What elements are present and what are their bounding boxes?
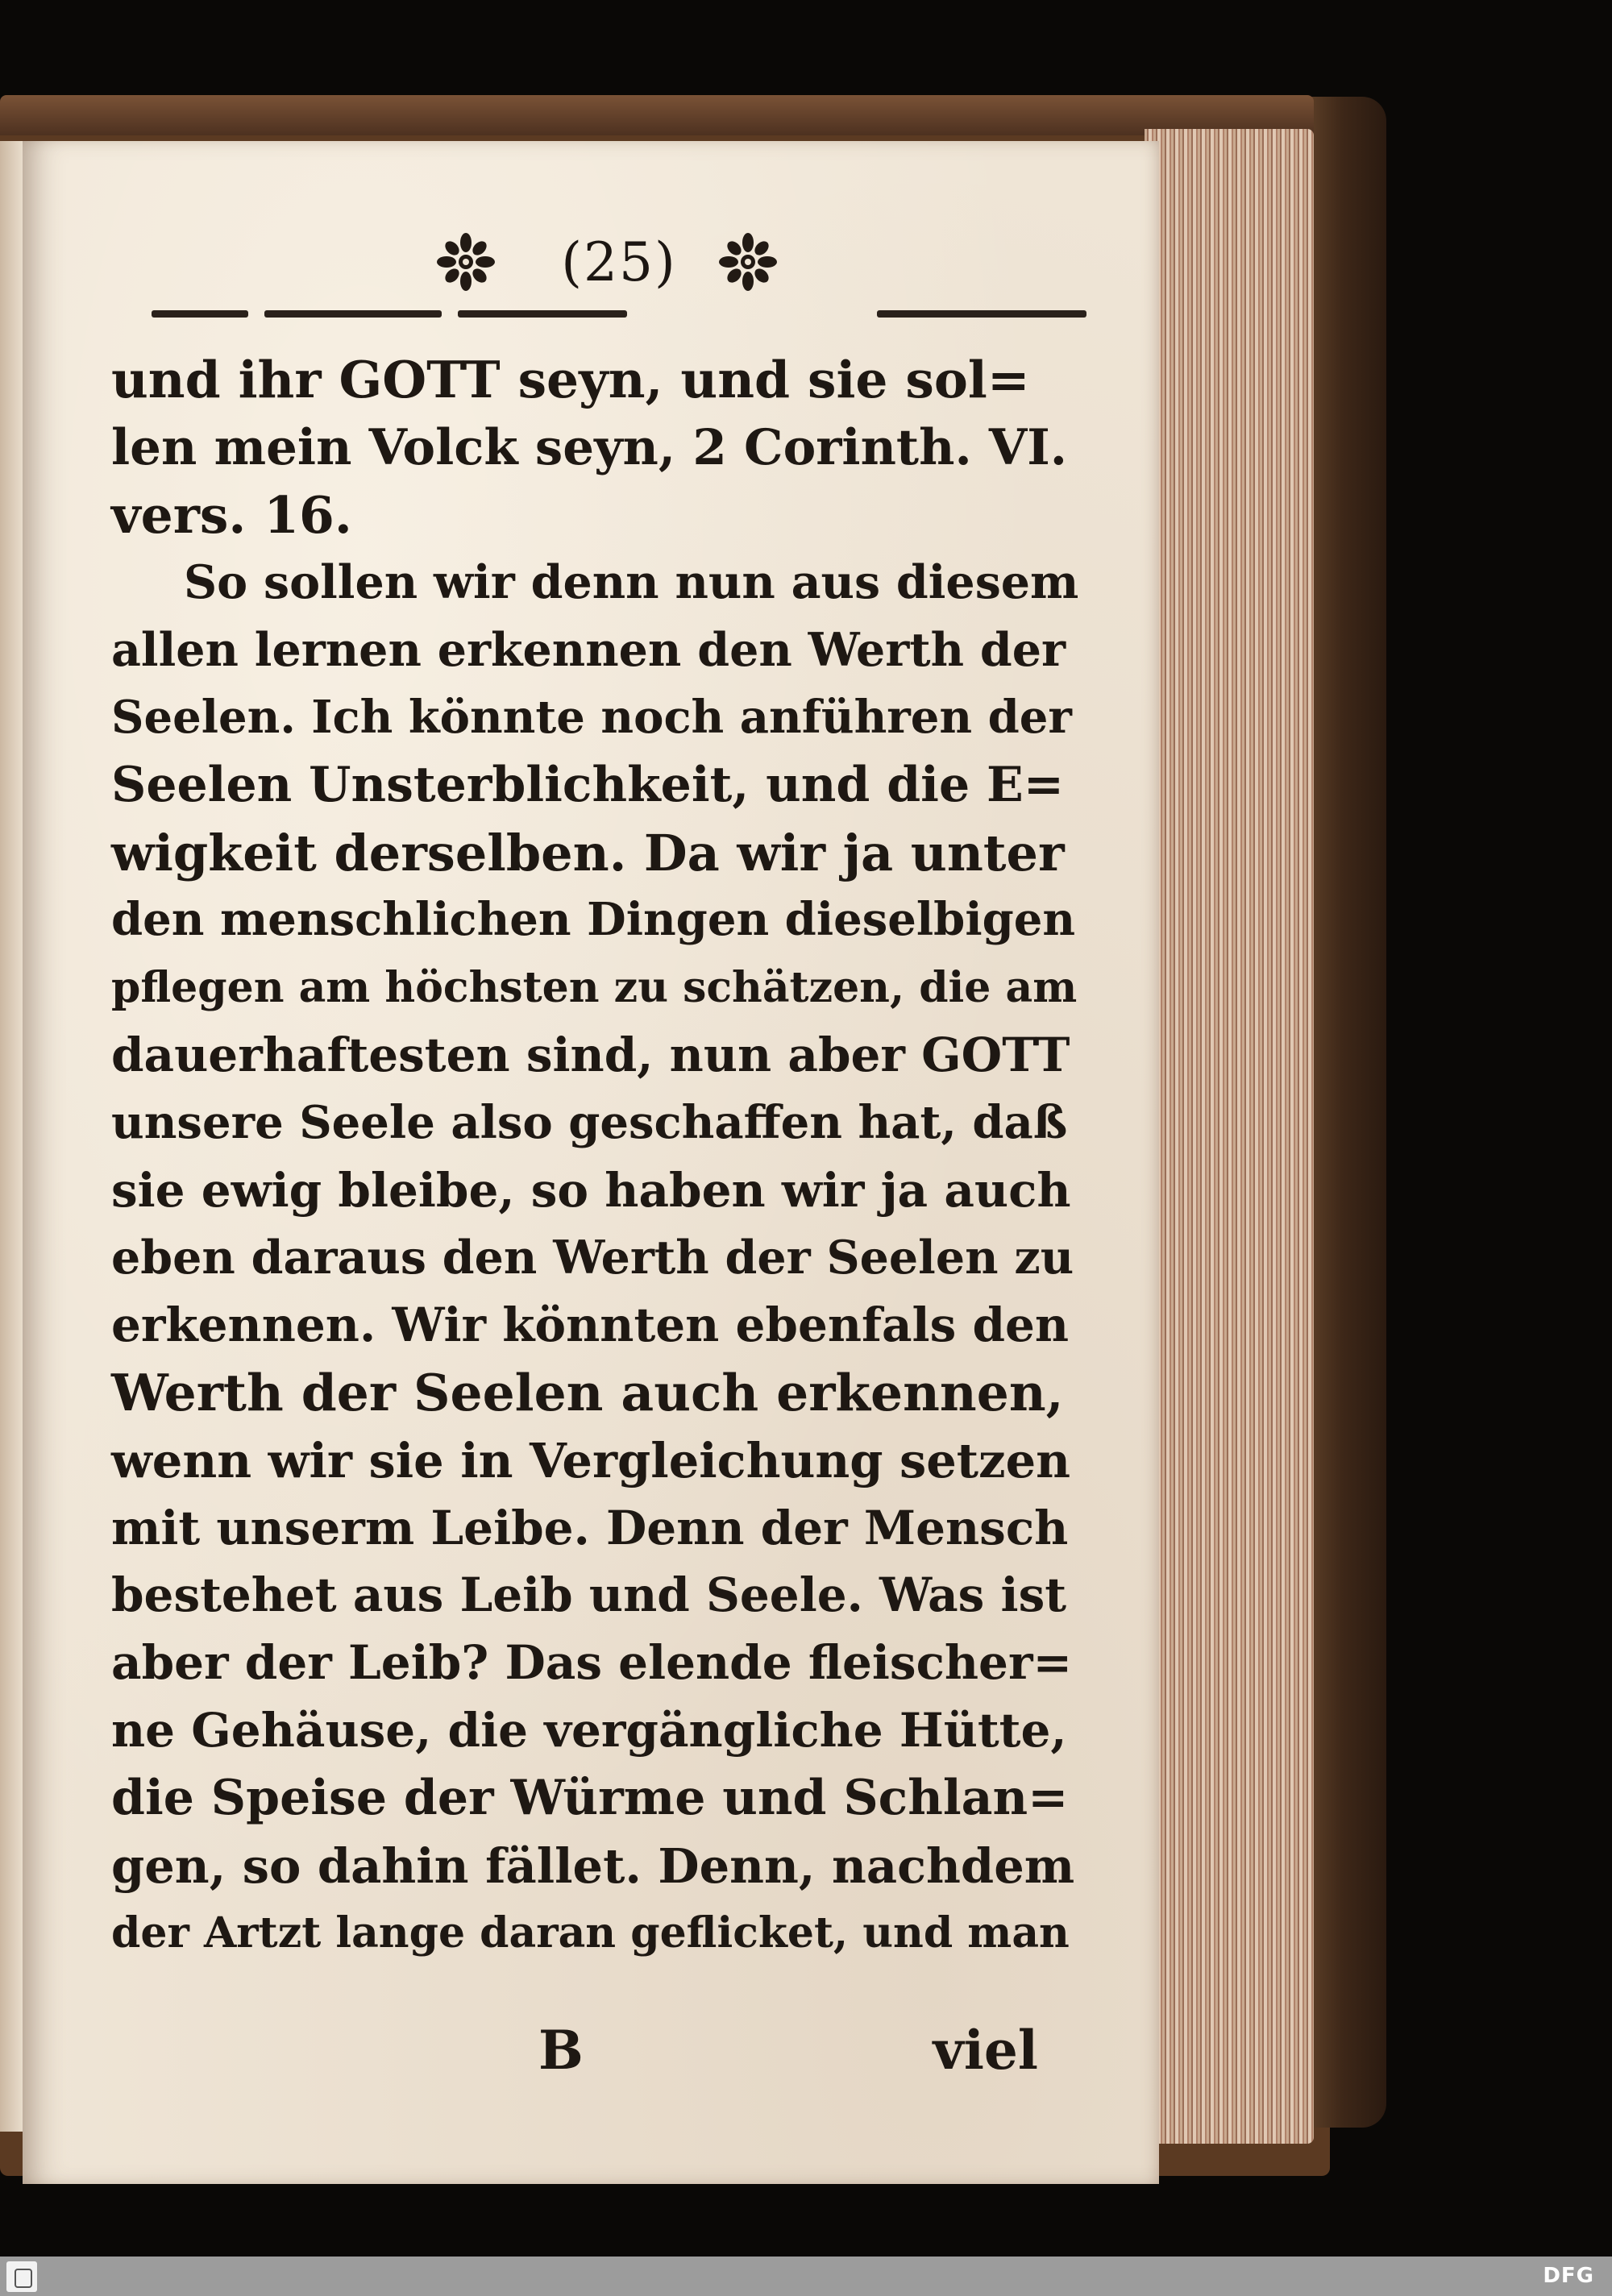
text-line: unsere Seele also geschaffen hat, daß [111,1095,1068,1149]
flower-ornament-icon [434,230,498,294]
flower-ornament-icon [716,230,780,294]
header-rule [119,310,1054,320]
text-line: ne Gehäuse, die vergängliche Hütte, [111,1702,1067,1758]
book-page [23,141,1159,2184]
text-line: mit unserm Leibe. Denn der Mensch [111,1500,1069,1555]
book-top-board [0,95,1314,135]
text-line: allen lernen erkennen den Werth der [111,623,1066,678]
text-line: sie ewig bleibe, so haben wir ja auch [111,1162,1071,1218]
text-line: aber der Leib? Das elende fleischer= [111,1635,1073,1691]
text-line: dauerhaftesten sind, nun aber GOTT [111,1027,1070,1082]
text-line: erkennen. Wir könnten ebenfals den [111,1297,1070,1353]
text-line: der Artzt lange daran geflicket, und man [111,1908,1070,1958]
viewer-footer-bar [0,2257,1612,2296]
text-line: pflegen am höchsten zu schätzen, die am [111,963,1078,1013]
page-edges [1145,129,1314,2144]
library-logo-icon [6,2261,37,2292]
catchword: viel [933,2019,1038,2082]
text-line: Seelen. Ich könnte noch anführen der [111,690,1072,744]
text-line: vers. 16. [111,484,352,545]
page-number: (25) [561,231,677,293]
text-line: gen, so dahin fället. Denn, nachdem [111,1837,1075,1894]
text-line: eben daraus den Werth der Seelen zu [111,1231,1074,1285]
text-line: den menschlichen Dingen dieselbigen [111,893,1076,947]
body-text [111,347,1078,1967]
dfg-logo: DFG [1543,2264,1594,2288]
signature-mark: B [538,2019,584,2082]
text-line: wenn wir sie in Vergleichung setzen [111,1432,1070,1488]
text-line: bestehet aus Leib und Seele. Was ist [111,1567,1067,1623]
text-line: So sollen wir denn nun aus diesem [184,555,1079,610]
text-line: Werth der Seelen auch erkennen, [111,1362,1064,1422]
page-header [135,230,1070,294]
text-line: wigkeit derselben. Da wir ja unter [111,823,1065,882]
left-page-edge [0,141,23,2132]
text-line: len mein Volck seyn, 2 Corinth. VI. [111,418,1068,476]
page-footer-marks [111,2019,1038,2091]
text-line: und ihr GOTT seyn, und sie sol= [111,350,1030,409]
text-line: die Speise der Würme und Schlan= [111,1769,1069,1826]
text-line: Seelen Unsterblichkeit, und die E= [111,756,1065,813]
